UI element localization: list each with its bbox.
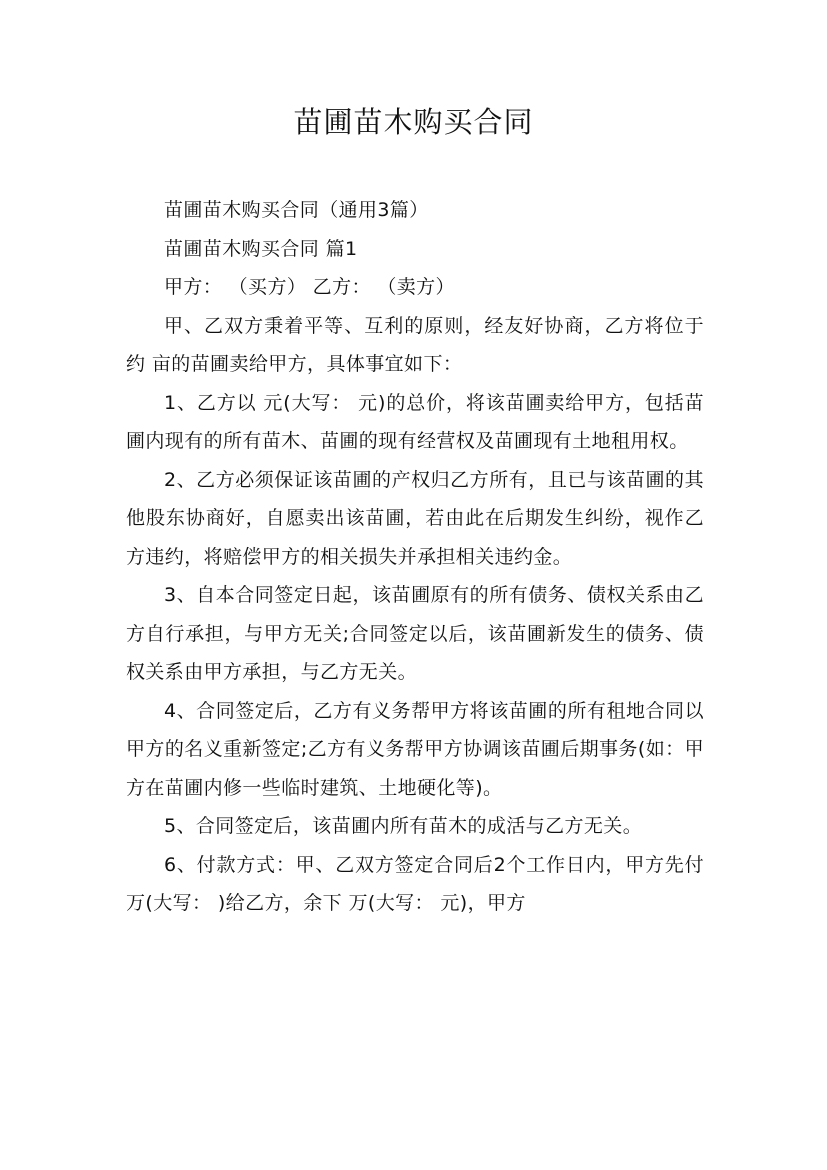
paragraph-clause-5: 5、合同签定后，该苗圃内所有苗木的成活与乙方无关。	[164, 815, 643, 837]
document-title: 苗圃苗木购买合同	[293, 105, 534, 139]
paragraph-parties: 甲方： （买方） 乙方： （卖方）	[164, 276, 455, 298]
paragraph-clause-4: 4、合同签定后，乙方有义务帮甲方将该苗圃的所有租地合同以甲方的名义重新签定;乙方有义务帮甲方协调该苗圃后期事务(如：甲方在苗圃内修一些临时建筑、土地硬化等)。	[126, 699, 704, 799]
paragraph-heading: 苗圃苗木购买合同（通用3篇）	[164, 199, 429, 221]
paragraph-section-title: 苗圃苗木购买合同 篇1	[164, 237, 358, 260]
paragraph-clause-6: 6、付款方式：甲、乙双方签定合同后2个工作日内，甲方先付 万(大写： )给乙方，余下 万(大写： 元)，甲方	[126, 853, 704, 914]
paragraph-clause-2: 2、乙方必须保证该苗圃的产权归乙方所有，且已与该苗圃的其他股东协商好，自愿卖出该苗圃，若由此在后期发生纠纷，视作乙方违约，将赔偿甲方的相关损失并承担相关违约金。	[126, 468, 704, 568]
paragraph-intro: 甲、乙双方秉着平等、互利的原则，经友好协商，乙方将位于 约 亩的苗圃卖给甲方，具体事宜如下：	[126, 314, 704, 375]
paragraph-clause-1: 1、乙方以 元(大写： 元)的总价，将该苗圃卖给甲方，包括苗圃内现有的所有苗木、苗圃的现有经营权及苗圃现有土地租用权。	[126, 391, 704, 452]
document-body	[126, 191, 704, 923]
paragraph-clause-3: 3、自本合同签定日起，该苗圃原有的所有债务、债权关系由乙方自行承担，与甲方无关;合同签定以后，该苗圃新发生的债务、债权关系由甲方承担，与乙方无关。	[126, 584, 704, 683]
